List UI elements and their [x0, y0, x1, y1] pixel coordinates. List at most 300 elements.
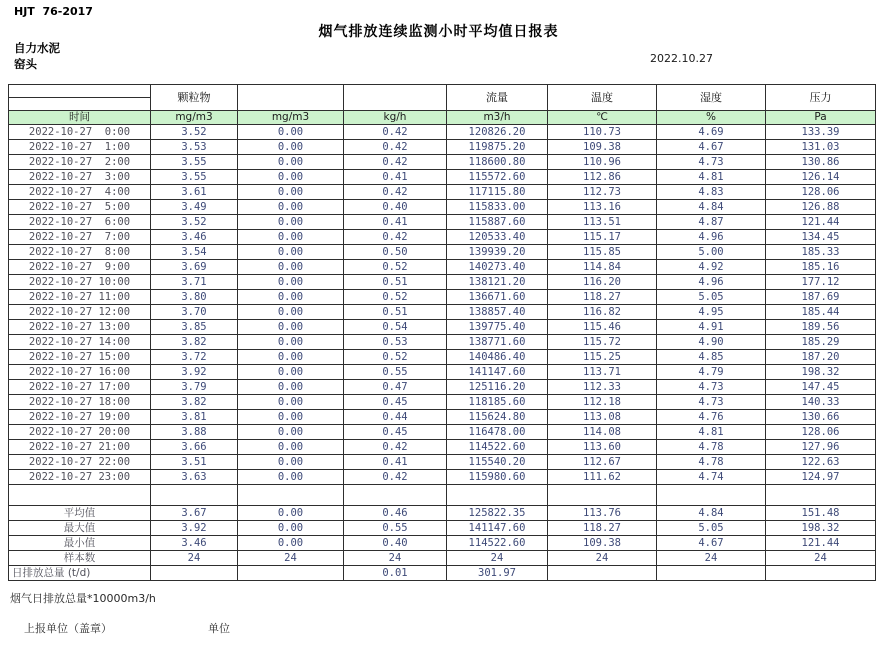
summary-value-cell: 24	[766, 551, 876, 566]
value-cell: 0.52	[344, 290, 447, 305]
summary-value-cell: 151.48	[766, 506, 876, 521]
summary-label-cell: 样本数	[9, 551, 151, 566]
value-cell: 126.88	[766, 200, 876, 215]
value-cell: 3.70	[151, 305, 238, 320]
table-row	[9, 140, 876, 155]
summary-label-cell: 日排放总量 (t/d)	[9, 566, 151, 581]
value-cell: 115.85	[548, 245, 657, 260]
value-cell: 0.00	[238, 320, 344, 335]
table-row	[9, 290, 876, 305]
value-cell: 110.96	[548, 155, 657, 170]
value-cell: 115572.60	[447, 170, 548, 185]
value-cell: 141147.60	[447, 365, 548, 380]
standard-code: HJT 76-2017	[14, 5, 93, 18]
value-cell: 3.88	[151, 425, 238, 440]
value-cell: 112.86	[548, 170, 657, 185]
unit-header-cell: m3/h	[447, 111, 548, 125]
unit-header-cell: ℃	[548, 111, 657, 125]
value-cell: 0.00	[238, 335, 344, 350]
summary-value-cell: 121.44	[766, 536, 876, 551]
value-cell: 0.52	[344, 260, 447, 275]
time-cell: 2022-10-27 8:00	[9, 245, 151, 260]
value-cell: 4.85	[657, 350, 766, 365]
value-cell: 115624.80	[447, 410, 548, 425]
unit-header-cell: Pa	[766, 111, 876, 125]
summary-value-cell: 114522.60	[447, 536, 548, 551]
summary-value-cell: 3.92	[151, 521, 238, 536]
group-header-cell	[344, 85, 447, 111]
table-body	[9, 125, 876, 581]
summary-value-cell: 24	[657, 551, 766, 566]
value-cell: 3.82	[151, 335, 238, 350]
empty-cell	[344, 485, 447, 506]
value-cell: 0.00	[238, 440, 344, 455]
value-cell: 0.00	[238, 455, 344, 470]
summary-value-cell: 0.00	[238, 506, 344, 521]
value-cell: 116478.00	[447, 425, 548, 440]
summary-value-cell: 4.84	[657, 506, 766, 521]
time-cell: 2022-10-27 5:00	[9, 200, 151, 215]
value-cell: 114.84	[548, 260, 657, 275]
value-cell: 0.41	[344, 455, 447, 470]
value-cell: 0.51	[344, 305, 447, 320]
value-cell: 4.96	[657, 275, 766, 290]
value-cell: 147.45	[766, 380, 876, 395]
value-cell: 0.42	[344, 440, 447, 455]
value-cell: 4.78	[657, 455, 766, 470]
time-cell: 2022-10-27 20:00	[9, 425, 151, 440]
value-cell: 4.83	[657, 185, 766, 200]
value-cell: 115.46	[548, 320, 657, 335]
value-cell: 4.74	[657, 470, 766, 485]
empty-cell	[151, 485, 238, 506]
value-cell: 112.18	[548, 395, 657, 410]
table-row	[9, 245, 876, 260]
value-cell: 113.60	[548, 440, 657, 455]
value-cell: 128.06	[766, 185, 876, 200]
table-row	[9, 305, 876, 320]
value-cell: 4.91	[657, 320, 766, 335]
value-cell: 0.00	[238, 305, 344, 320]
time-cell: 2022-10-27 13:00	[9, 320, 151, 335]
table-row	[9, 365, 876, 380]
unit-header-cell: mg/m3	[238, 111, 344, 125]
time-cell: 2022-10-27 9:00	[9, 260, 151, 275]
value-cell: 4.73	[657, 380, 766, 395]
value-cell: 4.78	[657, 440, 766, 455]
note-reporting-unit: 上报单位（盖章）	[24, 622, 112, 635]
table-row	[9, 410, 876, 425]
value-cell: 4.96	[657, 230, 766, 245]
summary-value-cell: 109.38	[548, 536, 657, 551]
value-cell: 4.73	[657, 395, 766, 410]
value-cell: 0.51	[344, 275, 447, 290]
table-row	[9, 455, 876, 470]
value-cell: 3.52	[151, 215, 238, 230]
value-cell: 138771.60	[447, 335, 548, 350]
time-cell: 2022-10-27 16:00	[9, 365, 151, 380]
time-cell: 2022-10-27 22:00	[9, 455, 151, 470]
value-cell: 140.33	[766, 395, 876, 410]
value-cell: 3.92	[151, 365, 238, 380]
group-header-cell: 流量	[447, 85, 548, 111]
summary-value-cell: 4.67	[657, 536, 766, 551]
empty-cell	[548, 485, 657, 506]
value-cell: 3.81	[151, 410, 238, 425]
value-cell: 113.08	[548, 410, 657, 425]
note-unit-label: 单位	[208, 622, 230, 635]
summary-value-cell: 198.32	[766, 521, 876, 536]
value-cell: 185.16	[766, 260, 876, 275]
value-cell: 5.00	[657, 245, 766, 260]
time-cell: 2022-10-27 19:00	[9, 410, 151, 425]
summary-value-cell: 3.67	[151, 506, 238, 521]
value-cell: 3.71	[151, 275, 238, 290]
value-cell: 0.00	[238, 185, 344, 200]
value-cell: 0.00	[238, 140, 344, 155]
time-cell: 2022-10-27 10:00	[9, 275, 151, 290]
summary-value-cell	[766, 566, 876, 581]
value-cell: 3.55	[151, 155, 238, 170]
unit-header-cell: %	[657, 111, 766, 125]
value-cell: 0.55	[344, 365, 447, 380]
report-date: 2022.10.27	[650, 52, 713, 65]
value-cell: 3.52	[151, 125, 238, 140]
empty-cell	[766, 485, 876, 506]
table-header	[9, 85, 876, 125]
value-cell: 198.32	[766, 365, 876, 380]
value-cell: 138121.20	[447, 275, 548, 290]
value-cell: 136671.60	[447, 290, 548, 305]
value-cell: 0.00	[238, 365, 344, 380]
value-cell: 133.39	[766, 125, 876, 140]
summary-value-cell: 24	[238, 551, 344, 566]
summary-label-cell: 最大值	[9, 521, 151, 536]
value-cell: 120533.40	[447, 230, 548, 245]
value-cell: 128.06	[766, 425, 876, 440]
value-cell: 0.00	[238, 290, 344, 305]
value-cell: 0.00	[238, 425, 344, 440]
summary-value-cell	[151, 566, 238, 581]
value-cell: 130.86	[766, 155, 876, 170]
value-cell: 187.69	[766, 290, 876, 305]
time-cell: 2022-10-27 1:00	[9, 140, 151, 155]
table-row	[9, 440, 876, 455]
table-row	[9, 380, 876, 395]
table-row	[9, 275, 876, 290]
table-row	[9, 170, 876, 185]
value-cell: 185.29	[766, 335, 876, 350]
unit-header-row	[9, 111, 876, 125]
summary-value-cell: 5.05	[657, 521, 766, 536]
time-group-cell	[9, 85, 151, 98]
empty-cell	[9, 485, 151, 506]
value-cell: 0.45	[344, 425, 447, 440]
value-cell: 3.66	[151, 440, 238, 455]
value-cell: 0.00	[238, 260, 344, 275]
summary-value-cell: 113.76	[548, 506, 657, 521]
value-cell: 116.20	[548, 275, 657, 290]
value-cell: 0.00	[238, 350, 344, 365]
value-cell: 0.53	[344, 335, 447, 350]
value-cell: 118.27	[548, 290, 657, 305]
group-header-cell: 颗粒物	[151, 85, 238, 111]
value-cell: 4.81	[657, 425, 766, 440]
value-cell: 116.82	[548, 305, 657, 320]
summary-row	[9, 551, 876, 566]
value-cell: 0.52	[344, 350, 447, 365]
value-cell: 3.54	[151, 245, 238, 260]
time-cell: 2022-10-27 11:00	[9, 290, 151, 305]
summary-value-cell	[238, 566, 344, 581]
value-cell: 3.79	[151, 380, 238, 395]
summary-value-cell	[657, 566, 766, 581]
value-cell: 138857.40	[447, 305, 548, 320]
value-cell: 114.08	[548, 425, 657, 440]
table-row	[9, 350, 876, 365]
value-cell: 112.67	[548, 455, 657, 470]
value-cell: 189.56	[766, 320, 876, 335]
value-cell: 140486.40	[447, 350, 548, 365]
value-cell: 0.00	[238, 155, 344, 170]
value-cell: 4.67	[657, 140, 766, 155]
separator-row	[9, 485, 876, 506]
group-header-cell	[238, 85, 344, 111]
summary-value-cell: 24	[151, 551, 238, 566]
value-cell: 109.38	[548, 140, 657, 155]
time-cell: 2022-10-27 3:00	[9, 170, 151, 185]
value-cell: 134.45	[766, 230, 876, 245]
value-cell: 114522.60	[447, 440, 548, 455]
table-row	[9, 335, 876, 350]
value-cell: 125116.20	[447, 380, 548, 395]
value-cell: 4.76	[657, 410, 766, 425]
group-header-cell: 湿度	[657, 85, 766, 111]
value-cell: 0.42	[344, 155, 447, 170]
value-cell: 122.63	[766, 455, 876, 470]
empty-cell	[657, 485, 766, 506]
summary-value-cell: 141147.60	[447, 521, 548, 536]
summary-value-cell: 0.00	[238, 536, 344, 551]
summary-value-cell: 0.00	[238, 521, 344, 536]
summary-value-cell: 0.55	[344, 521, 447, 536]
table-row	[9, 425, 876, 440]
note-flue-gas-total: 烟气日排放总量*10000m3/h	[10, 592, 156, 605]
value-cell: 187.20	[766, 350, 876, 365]
summary-value-cell: 0.46	[344, 506, 447, 521]
group-header-cell: 温度	[548, 85, 657, 111]
value-cell: 131.03	[766, 140, 876, 155]
time-cell: 2022-10-27 12:00	[9, 305, 151, 320]
value-cell: 0.00	[238, 470, 344, 485]
value-cell: 0.00	[238, 395, 344, 410]
value-cell: 185.33	[766, 245, 876, 260]
value-cell: 111.62	[548, 470, 657, 485]
value-cell: 0.00	[238, 380, 344, 395]
value-cell: 4.79	[657, 365, 766, 380]
value-cell: 119875.20	[447, 140, 548, 155]
value-cell: 113.51	[548, 215, 657, 230]
summary-value-cell: 118.27	[548, 521, 657, 536]
value-cell: 3.63	[151, 470, 238, 485]
value-cell: 0.00	[238, 125, 344, 140]
value-cell: 3.53	[151, 140, 238, 155]
group-header-cell: 压力	[766, 85, 876, 111]
time-cell: 2022-10-27 6:00	[9, 215, 151, 230]
value-cell: 0.00	[238, 230, 344, 245]
value-cell: 0.00	[238, 410, 344, 425]
value-cell: 0.41	[344, 170, 447, 185]
empty-cell	[447, 485, 548, 506]
group-header-row	[9, 85, 876, 98]
summary-label-cell: 平均值	[9, 506, 151, 521]
table-row	[9, 320, 876, 335]
value-cell: 5.05	[657, 290, 766, 305]
time-cell: 2022-10-27 18:00	[9, 395, 151, 410]
time-cell: 2022-10-27 21:00	[9, 440, 151, 455]
value-cell: 112.33	[548, 380, 657, 395]
value-cell: 126.14	[766, 170, 876, 185]
time-cell: 2022-10-27 17:00	[9, 380, 151, 395]
value-cell: 115887.60	[447, 215, 548, 230]
value-cell: 110.73	[548, 125, 657, 140]
summary-label-cell: 最小值	[9, 536, 151, 551]
report-table	[8, 84, 876, 581]
summary-row	[9, 506, 876, 521]
summary-value-cell: 0.01	[344, 566, 447, 581]
value-cell: 3.49	[151, 200, 238, 215]
value-cell: 0.42	[344, 470, 447, 485]
value-cell: 3.55	[151, 170, 238, 185]
time-cell: 2022-10-27 23:00	[9, 470, 151, 485]
value-cell: 115980.60	[447, 470, 548, 485]
value-cell: 4.95	[657, 305, 766, 320]
report-title: 烟气排放连续监测小时平均值日报表	[318, 24, 559, 40]
value-cell: 3.80	[151, 290, 238, 305]
value-cell: 0.00	[238, 245, 344, 260]
value-cell: 3.69	[151, 260, 238, 275]
unit-header-cell: mg/m3	[151, 111, 238, 125]
summary-value-cell: 24	[447, 551, 548, 566]
time-cell: 2022-10-27 14:00	[9, 335, 151, 350]
value-cell: 3.61	[151, 185, 238, 200]
value-cell: 0.54	[344, 320, 447, 335]
value-cell: 121.44	[766, 215, 876, 230]
value-cell: 3.82	[151, 395, 238, 410]
value-cell: 3.72	[151, 350, 238, 365]
table-row	[9, 215, 876, 230]
value-cell: 4.87	[657, 215, 766, 230]
value-cell: 4.81	[657, 170, 766, 185]
value-cell: 4.84	[657, 200, 766, 215]
value-cell: 3.46	[151, 230, 238, 245]
value-cell: 4.73	[657, 155, 766, 170]
value-cell: 115540.20	[447, 455, 548, 470]
value-cell: 0.42	[344, 140, 447, 155]
unit-header-cell: 时间	[9, 111, 151, 125]
table-row	[9, 395, 876, 410]
value-cell: 4.92	[657, 260, 766, 275]
value-cell: 0.44	[344, 410, 447, 425]
value-cell: 140273.40	[447, 260, 548, 275]
value-cell: 0.40	[344, 200, 447, 215]
summary-value-cell: 0.40	[344, 536, 447, 551]
summary-value-cell: 301.97	[447, 566, 548, 581]
table-row	[9, 125, 876, 140]
value-cell: 113.71	[548, 365, 657, 380]
value-cell: 139939.20	[447, 245, 548, 260]
value-cell: 115.72	[548, 335, 657, 350]
company-name: 自力水泥	[14, 41, 60, 55]
time-cell: 2022-10-27 15:00	[9, 350, 151, 365]
value-cell: 0.00	[238, 215, 344, 230]
unit-header-cell: kg/h	[344, 111, 447, 125]
table-row	[9, 230, 876, 245]
value-cell: 0.42	[344, 125, 447, 140]
value-cell: 0.00	[238, 200, 344, 215]
value-cell: 0.50	[344, 245, 447, 260]
value-cell: 3.85	[151, 320, 238, 335]
value-cell: 113.16	[548, 200, 657, 215]
time-group-cell	[9, 98, 151, 111]
value-cell: 3.51	[151, 455, 238, 470]
table-row	[9, 200, 876, 215]
value-cell: 130.66	[766, 410, 876, 425]
summary-value-cell: 24	[344, 551, 447, 566]
value-cell: 0.47	[344, 380, 447, 395]
table-row	[9, 260, 876, 275]
value-cell: 118185.60	[447, 395, 548, 410]
value-cell: 115.25	[548, 350, 657, 365]
value-cell: 115833.00	[447, 200, 548, 215]
table-row	[9, 155, 876, 170]
time-cell: 2022-10-27 4:00	[9, 185, 151, 200]
value-cell: 118600.80	[447, 155, 548, 170]
value-cell: 185.44	[766, 305, 876, 320]
summary-value-cell: 3.46	[151, 536, 238, 551]
value-cell: 124.97	[766, 470, 876, 485]
value-cell: 120826.20	[447, 125, 548, 140]
footer-notes	[10, 591, 230, 635]
value-cell: 0.42	[344, 230, 447, 245]
value-cell: 4.69	[657, 125, 766, 140]
value-cell: 115.17	[548, 230, 657, 245]
value-cell: 117115.80	[447, 185, 548, 200]
value-cell: 0.45	[344, 395, 447, 410]
value-cell: 139775.40	[447, 320, 548, 335]
summary-value-cell: 24	[548, 551, 657, 566]
value-cell: 0.42	[344, 185, 447, 200]
summary-value-cell	[548, 566, 657, 581]
value-cell: 4.90	[657, 335, 766, 350]
table-row	[9, 185, 876, 200]
value-cell: 112.73	[548, 185, 657, 200]
time-cell: 2022-10-27 7:00	[9, 230, 151, 245]
summary-value-cell: 125822.35	[447, 506, 548, 521]
value-cell: 0.41	[344, 215, 447, 230]
summary-row	[9, 536, 876, 551]
empty-cell	[238, 485, 344, 506]
time-cell: 2022-10-27 2:00	[9, 155, 151, 170]
time-cell: 2022-10-27 0:00	[9, 125, 151, 140]
table-row	[9, 470, 876, 485]
summary-row	[9, 521, 876, 536]
value-cell: 127.96	[766, 440, 876, 455]
summary-row	[9, 566, 876, 581]
station-name: 窑头	[14, 57, 37, 71]
value-cell: 177.12	[766, 275, 876, 290]
value-cell: 0.00	[238, 170, 344, 185]
